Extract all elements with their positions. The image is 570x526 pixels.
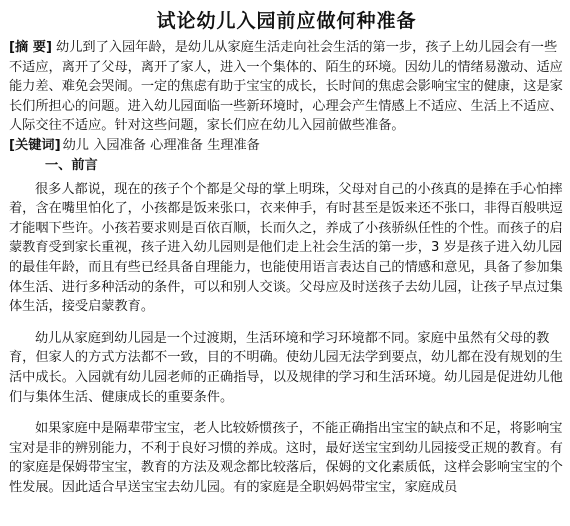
abstract [9, 38, 564, 136]
keywords [9, 136, 564, 156]
body-paragraph: 幼儿从家庭到幼儿园是一个过渡期，生活环境和学习环境都不同。家庭中虽然有父母的教育，但家人的方式方法都不一致，目的不明确。使幼儿园无法学到要点，幼儿都在没有规划的生活中成长。入园就有幼儿园老师的正确指导，以及规律的学习和生活环境。幼儿园是促进幼儿他们与集体生活、健康成长的重要条件。 [9, 330, 563, 405]
section-heading: 一、前言 [45, 157, 98, 173]
body-paragraph: 如果家庭中是隔辈带宝宝，老人比较娇惯孩子，不能正确指出宝宝的缺点和不足，将影响宝宝对是非的辨别能力，不利于良好习惯的养成。这时，最好送宝宝到幼儿园接受正规的教育。有的家庭是保姆带宝宝，教育的方法及观念都比较落后，保姆的文化素质低，这样会影响宝宝的个性发展。因此适合早送宝宝去幼儿园。有的家庭是全职妈妈带宝宝，家庭成员 [9, 421, 563, 495]
keywords-label: [关键词] [9, 137, 61, 153]
abstract-label: [摘 要] [9, 40, 53, 55]
abstract-text: 幼儿到了入园年龄，是幼儿从家庭生活走向社会生活的第一步，孩子上幼儿园会有一些不适应，离开了父母，离开了家人，进入一个集体的、陌生的环境。因幼儿的情绪易激动、适应能力差、难免会哭闹。一定的焦虑有助于宝宝的成长，长时间的焦虑会影响宝宝的健康，这是家长们所担心的问题。进入幼儿园面临一些新环境时，心理会产生情感上不适应、生活上不适应、人际交往不适应。针对这些问题，家长们应在幼儿入园前做些准备。 [9, 40, 563, 134]
document-title: 试论幼儿入园前应做何种准备 [156, 10, 417, 32]
body-paragraph: 很多人都说，现在的孩子个个都是父母的掌上明珠，父母对自己的小孩真的是捧在手心怕摔着，含在嘴里怕化了，小孩都是饭来张口，衣来伸手，有时甚至是饭来还不张口，非得百般哄逗才能咽下些许。小孩若要求则是百依百顺，长而久之，养成了小孩骄纵任性的个性。而孩子的启蒙教育受到家长重视，孩子进入幼儿园则是他们走上社会生活的第一步，3 岁是孩子进入幼儿园的最佳年龄，而且有些已经具备自理能力，也能使用语言表达自己的情感和意见，具备了参加集体生活、进行多种活动的条件，可以和别人交谈。父母应及时送孩子去幼儿园，让孩子早点过集体生活，接受启蒙教育。 [9, 181, 563, 315]
keywords-text: 幼儿 入园准备 心理准备 生理准备 [62, 137, 260, 153]
